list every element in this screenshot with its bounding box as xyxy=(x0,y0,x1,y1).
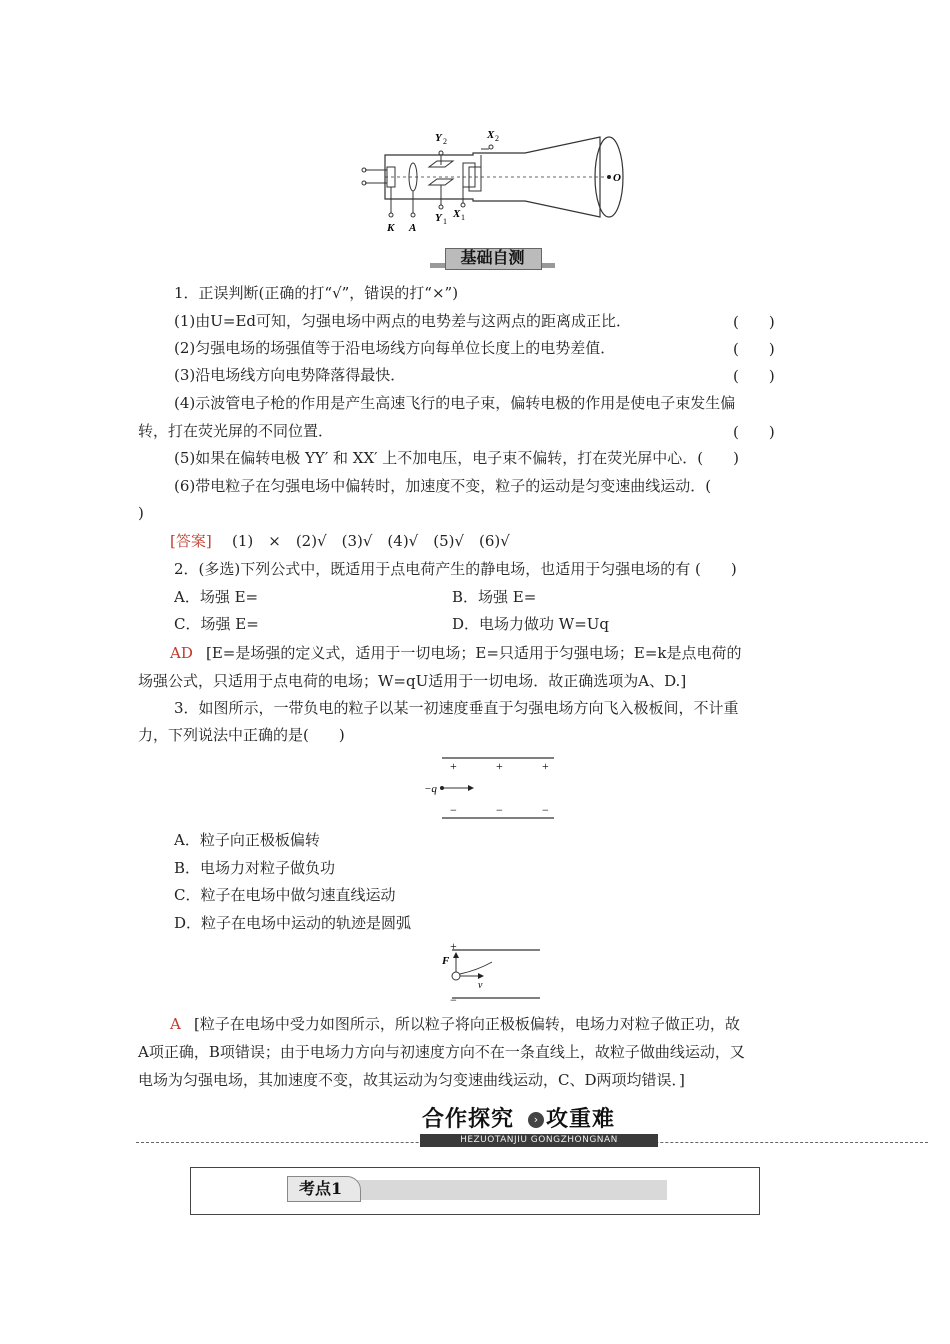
cooperative-banner xyxy=(136,1104,928,1150)
force-f-label: F xyxy=(442,955,450,967)
label-o: O xyxy=(613,172,621,184)
q2-answer-key: AD xyxy=(170,644,193,662)
section-header-basic xyxy=(430,248,555,270)
banner-arrow-icon: › xyxy=(528,1112,544,1128)
q2-option-b: B．场强 E= xyxy=(452,588,537,606)
minus-sign-3: − xyxy=(542,803,549,817)
oscilloscope-tube-figure xyxy=(355,125,635,235)
q1-item-3: (3)沿电场线方向电势降落得最快． xyxy=(174,366,406,384)
velocity-label: v xyxy=(478,980,483,991)
q2-stem: 2．(多选)下列公式中，既适用于点电荷产生的静电场，也适用于匀强电场的有 ( ) xyxy=(174,560,737,578)
label-y1-sub: 1 xyxy=(443,217,447,226)
q1-item-5: (5)如果在偏转电极 YY′ 和 XX′ 上不加电压，电子束不偏转，打在荧光屏中心．( ) xyxy=(174,449,740,467)
q2-explanation-2: 场强公式，只适用于点电荷的电场；W=qU适用于一切电场．故正确选项为A、D.] xyxy=(138,672,687,690)
q1-item-1-paren: ( ) xyxy=(733,313,775,331)
q1-item-2: (2)匀强电场的场强值等于沿电场线方向每单位长度上的电势差值． xyxy=(174,339,616,357)
kaodian-box xyxy=(190,1167,760,1215)
banner-title-a: 合作探究 xyxy=(422,1107,515,1132)
q2-option-d: D．电场力做功 W=Uq xyxy=(452,615,610,633)
q1-item-6: (6)带电粒子在匀强电场中偏转时，加速度不变，粒子的运动是匀变速曲线运动．( xyxy=(174,477,712,495)
label-a: A xyxy=(409,222,417,234)
q2-option-a: A．场强 E= xyxy=(174,588,259,606)
q1-item-3-paren: ( ) xyxy=(733,367,775,385)
label-y2-sub: 2 xyxy=(443,137,447,146)
q3-option-c: C．粒子在电场中做匀速直线运动 xyxy=(174,886,396,904)
force-plus: + xyxy=(450,939,457,953)
q3-explanation-3: 电场为匀强电场，其加速度不变，故其运动为匀变速曲线运动，C、D两项均错误．] xyxy=(138,1071,685,1089)
q1-answer-tag: [答案] xyxy=(170,532,212,550)
charge-label: −q xyxy=(424,783,437,795)
q1-item-2-paren: ( ) xyxy=(733,340,775,358)
q1-item-4-cont: 转，打在荧光屏的不同位置． xyxy=(138,422,334,440)
label-x1-sub: 1 xyxy=(461,213,465,222)
label-y2: Y xyxy=(435,132,442,144)
q1-stem: 1．正误判断(正确的打“√”，错误的打“×”) xyxy=(174,284,459,302)
q2-option-c: C．场强 E= xyxy=(174,615,259,633)
plus-sign-3: + xyxy=(542,759,549,773)
q2-explanation-1: [E=是场强的定义式，适用于一切电场；E=只适用于匀强电场；E=k是点电荷的 xyxy=(206,644,742,662)
q3-explanation-1: [粒子在电场中受力如图所示，所以粒子将向正极板偏转，电场力对粒子做正功，故 xyxy=(194,1015,740,1033)
q3-stem-2: 力，下列说法中正确的是( ) xyxy=(138,726,345,744)
kaodian-label: 考点1 xyxy=(299,1179,343,1198)
minus-sign-1: − xyxy=(450,803,457,817)
q3-option-a: A．粒子向正极板偏转 xyxy=(174,831,320,849)
q3-explanation-2: A项正确，B项错误；由于电场力方向与初速度方向不在一条直线上，故粒子做曲线运动，又 xyxy=(138,1043,745,1061)
q3-force-figure xyxy=(438,938,544,1004)
label-x1: X xyxy=(453,208,461,220)
label-x2: X xyxy=(487,129,495,141)
q1-item-1: (1)由U=Ed可知，匀强电场中两点的电势差与这两点的距离成正比． xyxy=(174,312,632,330)
minus-sign-2: − xyxy=(496,803,503,817)
force-minus: − xyxy=(450,993,457,1004)
label-x2-sub: 2 xyxy=(495,134,499,143)
q1-item-4-paren: ( ) xyxy=(733,423,775,441)
q1-item-4: (4)示波管电子枪的作用是产生高速飞行的电子束，偏转电极的作用是使电子束发生偏 xyxy=(174,394,736,412)
q3-option-b: B．电场力对粒子做负功 xyxy=(174,859,336,877)
q1-answer: (1) × (2)√ (3)√ (4)√ (5)√ (6)√ xyxy=(232,532,510,550)
q1-item-6-cont: ) xyxy=(138,504,144,522)
plus-sign-2: + xyxy=(496,759,503,773)
section-title: 基础自测 xyxy=(460,248,525,267)
label-k: K xyxy=(387,222,395,234)
q3-option-d: D．粒子在电场中运动的轨迹是圆弧 xyxy=(174,914,412,932)
q3-plates-figure xyxy=(420,752,560,824)
label-y1: Y xyxy=(435,212,442,224)
banner-title-b: 攻重难 xyxy=(546,1107,616,1132)
q3-stem-1: 3．如图所示，一带负电的粒子以某一初速度垂直于匀强电场方向飞入极板间，不计重 xyxy=(174,699,739,717)
plus-sign-1: + xyxy=(450,759,457,773)
q3-answer-key: A xyxy=(170,1015,181,1033)
banner-pinyin: HEZUOTANJIU GONGZHONGNAN xyxy=(460,1135,618,1145)
